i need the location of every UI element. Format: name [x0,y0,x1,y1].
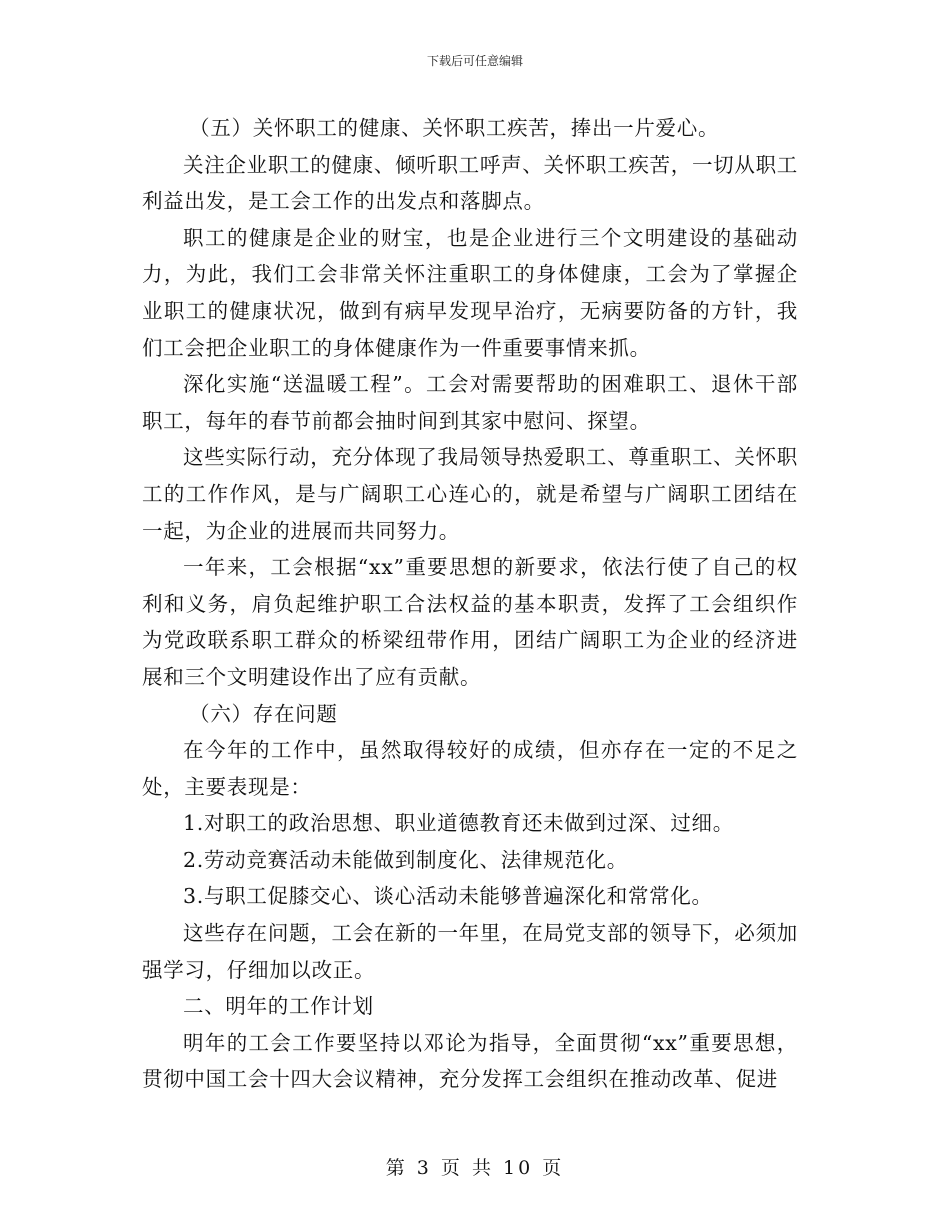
paragraph: 深化实施“送温暖工程”。工会对需要帮助的困难职工、退休干部职工，每年的春节前都会抽时间到其家中慰问、探望。 [142,372,798,433]
paragraph: 关注企业职工的健康、倾听职工呼声、关怀职工疾苦，一切从职工利益出发，是工会工作的出发点和落脚点。 [142,152,798,214]
paragraph: 职工的健康是企业的财宝，也是企业进行三个文明建设的基础动力，为此，我们工会非常关怀注重职工的身体健康，工会为了掌握企业职工的健康状况，做到有病早发现早治疗，无病要防备的方针，我们工会把企业职工的身体健康作为一件重要事情来抓。 [142,225,798,360]
list-item: 1.对职工的政治思想、职业道德教育还未做到过深、过细。 [183,811,734,836]
document-body [142,110,798,1098]
list-item: 2.劳动竞赛活动未能做到制度化、法律规范化。 [183,847,628,872]
page-number: 第 3 页 共 10 页 [385,1157,565,1179]
section-heading: （六）存在问题 [189,701,338,726]
page-header: 下载后可任意编辑 [426,54,523,68]
section-heading: （五）关怀职工的健康、关怀职工疾苦，捧出一片爱心。 [189,116,720,140]
section-heading: 二、明年的工作计划 [183,994,374,1019]
paragraph: 一年来，工会根据“xx”重要思想的新要求，依法行使了自己的权利和义务，肩负起维护职工合法权益的基本职责，发挥了工会组织作为党政联系职工群众的桥梁纽带作用，团结广阔职工为企业的经济进展和三个文明建设作出了应有贡献。 [142,555,798,689]
paragraph: 这些存在问题，工会在新的一年里，在局党支部的领导下，必须加强学习，仔细加以改正。 [142,921,798,982]
paragraph: 这些实际行动，充分体现了我局领导热爱职工、尊重职工、关怀职工的工作作风，是与广阔职工心连心的，就是希望与广阔职工团结在一起，为企业的进展而共同努力。 [142,445,798,543]
paragraph: 明年的工会工作要坚持以邓论为指导，全面贯彻“xx”重要思想，贯彻中国工会十四大会议精神，充分发挥工会组织在推动改革、促进 [142,1030,798,1092]
list-item: 3.与职工促膝交心、谈心活动未能够普遍深化和常常化。 [183,884,713,909]
paragraph: 在今年的工作中，虽然取得较好的成绩，但亦存在一定的不足之处，主要表现是： [142,738,798,799]
